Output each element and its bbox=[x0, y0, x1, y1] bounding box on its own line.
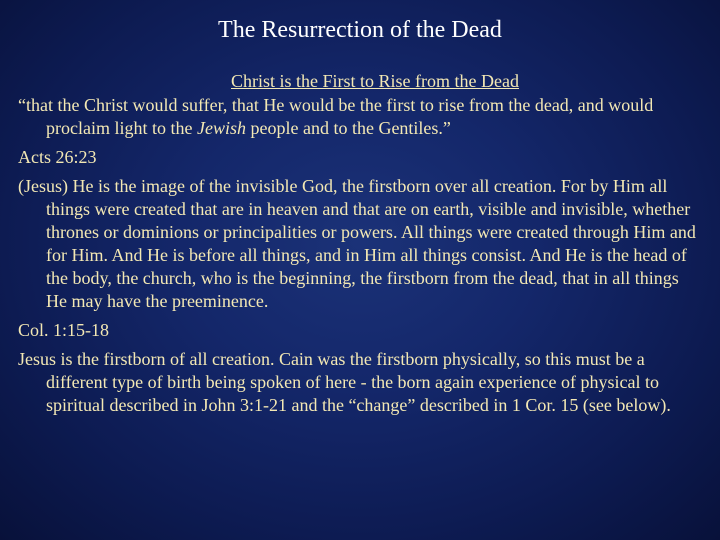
acts-quote bbox=[18, 94, 698, 140]
colossians-quote: (Jesus) He is the image of the invisible God, the firstborn over all creation. For by Him all things were created that are in heaven and that are on earth, visible and invisible, whether thrones or dominions or principalities or powers. All things were created through Him and for Him. And He is before all things, and in Him all things consist. And He is the head of the body, the church, who is the beginning, the firstborn from the dead, that in all things He may have the preeminence. bbox=[18, 176, 696, 311]
firstborn-explanation: Jesus is the firstborn of all creation. Cain was the firstborn physically, so this must be a different type of birth being spoken of here - the born again experience of physical to spiritual described in John 3:1-21 and the “change” described in 1 Cor. 15 (see below). bbox=[18, 349, 671, 415]
section-subheading: Christ is the First to Rise from the Dead bbox=[231, 71, 519, 91]
slide-title: The Resurrection of the Dead bbox=[218, 17, 502, 43]
acts-reference: Acts 26:23 bbox=[18, 147, 97, 167]
acts-quote-emphasis: Jewish bbox=[196, 118, 246, 138]
acts-quote-text-after: people and to the Gentiles.” bbox=[245, 118, 451, 138]
slide-body bbox=[18, 70, 698, 426]
colossians-reference: Col. 1:15-18 bbox=[18, 320, 110, 340]
acts-quote-text-before: “that the Christ would suffer, that He would be the first to rise from the dead, and would proclaim light to the bbox=[18, 95, 654, 138]
